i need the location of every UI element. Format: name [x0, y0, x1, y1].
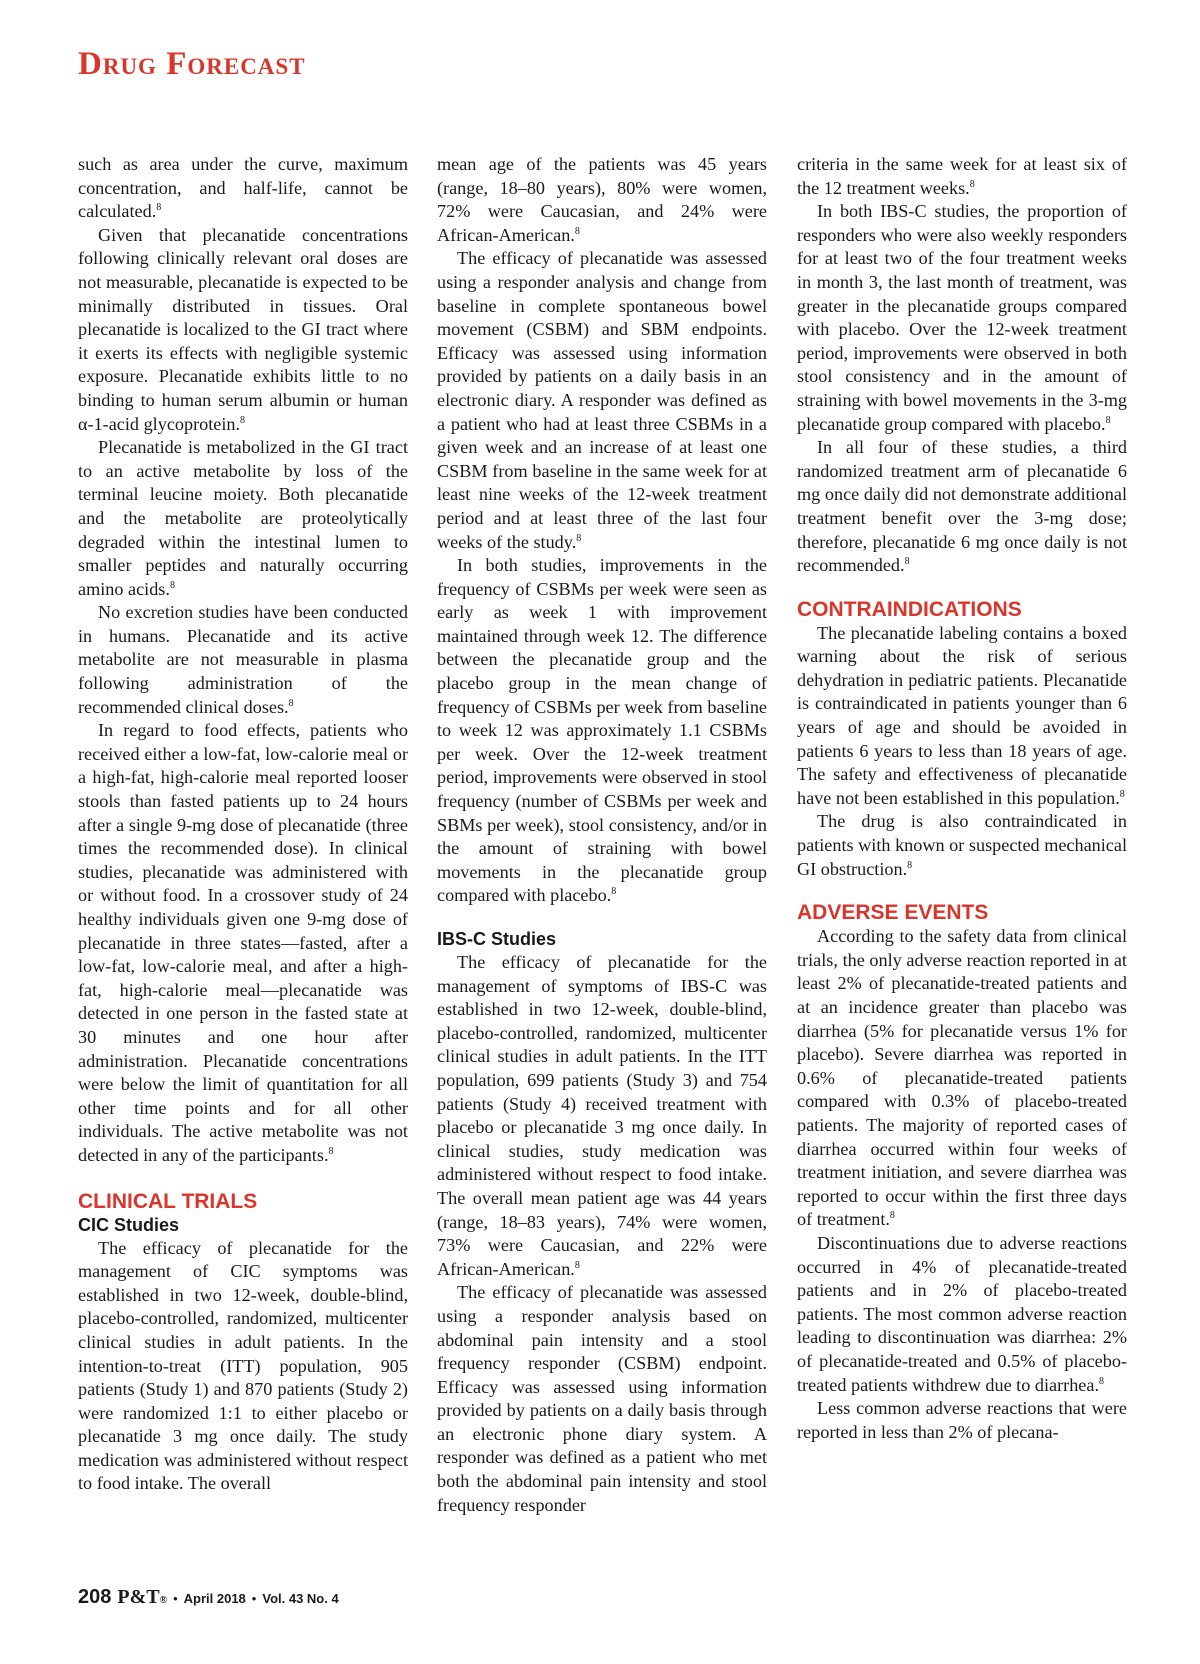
paragraph: No excretion studies have been conducted in humans. Plecanatide and its active metabolite are not measurable in plasma following administration of the recommended clinical doses.$^8$ — [78, 602, 408, 717]
column-3 — [797, 153, 1127, 1444]
reference-mark: 8 — [904, 556, 910, 568]
issue-date: April 2018 — [183, 1591, 246, 1606]
paragraph: Plecanatide is metabolized in the GI tract to an active metabolite by loss of the terminal leucine moiety. Both plecanatide and the metabolite are proteolytically degraded within the intestinal lumen to smaller peptides and naturally occurring amino acids.$^8$ — [78, 437, 408, 599]
heading-contraindications: CONTRAINDICATIONS — [797, 597, 1022, 621]
paragraph: Less common adverse reactions that were reported in less than 2% of plecana- — [797, 1398, 1127, 1442]
paragraph: The efficacy of plecanatide was assessed using a responder analysis based on abdominal pain intensity and a stool frequency responder (CSBM) endpoint. Efficacy was assessed using information provided by patients on a daily basis through an electronic phone diary system. A responder was defined as a patient who met both the abdominal pain intensity and stool frequency responder — [437, 1282, 767, 1515]
paragraph: such as area under the curve, maximum concentration, and half-life, cannot be calculated.$^8$ — [78, 154, 408, 222]
reference-mark: 8 — [576, 532, 582, 544]
reference-mark: 8 — [907, 859, 913, 871]
paragraph: criteria in the same week for at least six of the 12 treatment weeks.$^8$ — [797, 154, 1127, 198]
reference-mark: 8 — [1119, 788, 1125, 800]
paragraph: Given that plecanatide concentrations following clinically relevant oral doses are not measurable, plecanatide is expected to be minimally distributed in tissues. Oral plecanatide is localized to the GI tract where it exerts its effects with negligible systemic exposure. Plecanatide exhibits little to no binding to human serum albumin or human α-1-acid glycoprotein.$^8$ — [78, 224, 408, 434]
reference-mark: 8 — [574, 1259, 580, 1271]
paragraph: Discontinuations due to adverse reactions occurred in 4% of plecanatide-treated patients and in 2% of placebo-treated patients. The most common adverse reaction leading to discontinuation was diarrhea: 2% of plecanatide-treated and 0.5% of placebo-treated patients withdrew due to diarrhea.$^8$ — [797, 1232, 1127, 1395]
paragraph: In both IBS-C studies, the proportion of responders who were also weekly responders for at least two of the four treatment weeks in month 3, the last month of treatment, was greater in the plecanatide groups compared with placebo. Over the 12-week treatment period, improvements were observed in both stool consistency and in the amount of straining with bowel movements in the 3-mg plecanatide group compared with placebo.$^8$ — [797, 201, 1127, 434]
paragraph: In both studies, improvements in the frequency of CSBMs per week were seen as early as week 1 with improvement maintained through week 12. The difference between the plecanatide group and the placebo group in the mean change of frequency of CSBMs per week from baseline to week 12 was approximately 1.1 CSBMs per week. Over the 12-week treatment period, improvements were observed in stool frequency (number of CSBMs per week and SBMs per week), stool consistency, and/or in the amount of straining with bowel movements in the plecanatide group compared with placebo.$^8$ — [437, 555, 767, 906]
separator-dot: • — [173, 1591, 178, 1606]
reference-mark: 8 — [889, 1210, 895, 1222]
reference-mark: 8 — [574, 225, 580, 237]
section-title: Drug Forecast — [78, 46, 306, 82]
reference-mark: 8 — [156, 202, 162, 214]
paragraph: The efficacy of plecanatide for the management of CIC symptoms was established in two 12-week, double-blind, placebo-controlled, randomized, multicenter clinical studies in adult patients. In the intention-to-treat (ITT) population, 905 patients (Study 1) and 870 patients (Study 2) were randomized 1:1 to either placebo or plecanatide 3 mg once daily. The study medication was administered without respect to food intake. The overall — [78, 1237, 408, 1494]
reference-mark: 8 — [169, 579, 175, 591]
heading-cic-studies: CIC Studies — [78, 1214, 180, 1235]
paragraph: The plecanatide labeling contains a boxed warning about the risk of serious dehydration in pediatric patients. Plecanatide is contraindicated in patients younger than 6 years of age and should be avoided in patients 6 years to less than 18 years of age. The safety and effectiveness of plecanatide have not been established in this population.$^8$ — [797, 622, 1127, 808]
journal-name: P&T® — [117, 1586, 168, 1608]
heading-adverse-events: ADVERSE EVENTS — [797, 901, 989, 925]
column-2 — [437, 153, 767, 1517]
heading-clinical-trials: CLINICAL TRIALS — [78, 1189, 258, 1213]
reference-mark: 8 — [1105, 414, 1111, 426]
reference-mark: 8 — [1099, 1375, 1104, 1387]
page-number: 208 — [78, 1586, 112, 1608]
reference-mark: 8 — [328, 1145, 334, 1157]
reference-mark: 8 — [969, 178, 975, 190]
separator-dot: • — [251, 1591, 257, 1606]
paragraph: The efficacy of plecanatide for the management of symptoms of IBS-C was established in two 12-week, double-blind, placebo-controlled, randomized, multicenter clinical studies in adult patients. In the ITT population, 699 patients (Study 3) and 754 patients (Study 4) received treatment with placebo or plecanatide 3 mg once daily. In clinical studies, study medication was administered without respect to food intake. The overall mean patient age was 44 years (range, 18–83 years), 74% were women, 73% were Caucasian, and 22% were African-American.$^8$ — [437, 952, 767, 1279]
registered-mark: ® — [159, 1595, 168, 1606]
paragraph: mean age of the patients was 45 years (range, 18–80 years), 80% were women, 72% were Caucasian, and 24% were African-American.$^8$ — [437, 154, 767, 245]
heading-ibs-c-studies: IBS-C Studies — [437, 929, 557, 949]
page-footer — [78, 1586, 339, 1609]
issue-volume: Vol. 43 No. 4 — [262, 1591, 339, 1606]
paragraph: The drug is also contraindicated in patients with known or suspected mechanical GI obstruction.$^8$ — [797, 811, 1127, 879]
paragraph: According to the safety data from clinical trials, the only adverse reaction reported in at least 2% of plecanatide-treated patients and at an incidence greater than placebo was diarrhea (5% for plecanatide versus 1% for placebo). Severe diarrhea was reported in 0.6% of plecanatide-treated patients compared with 0.3% of placebo-treated patients. The majority of reported cases of diarrhea occurred within four weeks of treatment initiation, and severe diarrhea was reported to occur within the first three days of treatment.$^8$ — [797, 926, 1127, 1230]
paragraph: In all four of these studies, a third randomized treatment arm of plecanatide 6 mg once daily did not demonstrate additional treatment benefit over the 3-mg dose; therefore, plecanatide 6 mg once daily is not recommended.$^8$ — [797, 437, 1127, 576]
reference-mark: 8 — [240, 414, 246, 426]
reference-mark: 8 — [611, 886, 617, 898]
paragraph: In regard to food effects, patients who received either a low-fat, low-calorie meal or a high-fat, high-calorie meal reported looser stools than fasted patients up to 24 hours after a single 9-mg dose of plecanatide (three times the recommended dose). In clinical studies, plecanatide was administered with or without food. In a crossover study of 24 healthy individuals given one 9-mg dose of plecanatide in three states—fasted, after a low-fat, low-calorie meal, and after a high-fat, high-calorie meal—plecanatide was detected in one person in the fasted state at 30 minutes and one hour after administration. Plecanatide concentrations were below the limit of quantitation for all other time points and for all other individuals. The active metabolite was not detected in any of the participants.$^8$ — [78, 720, 408, 1165]
column-1 — [78, 153, 408, 1496]
paragraph: The efficacy of plecanatide was assessed using a responder analysis and change from baseline in complete spontaneous bowel movement (CSBM) and SBM endpoints. Efficacy was assessed using information provided by patients on a daily basis in an electronic diary. A responder was defined as a patient who had at least three CSBMs in a given week and an increase of at least one CSBM from baseline in the same week for at least nine weeks of the 12-week treatment period and at least three of the last four weeks of the study.$^8$ — [437, 248, 767, 552]
reference-mark: 8 — [288, 697, 294, 709]
